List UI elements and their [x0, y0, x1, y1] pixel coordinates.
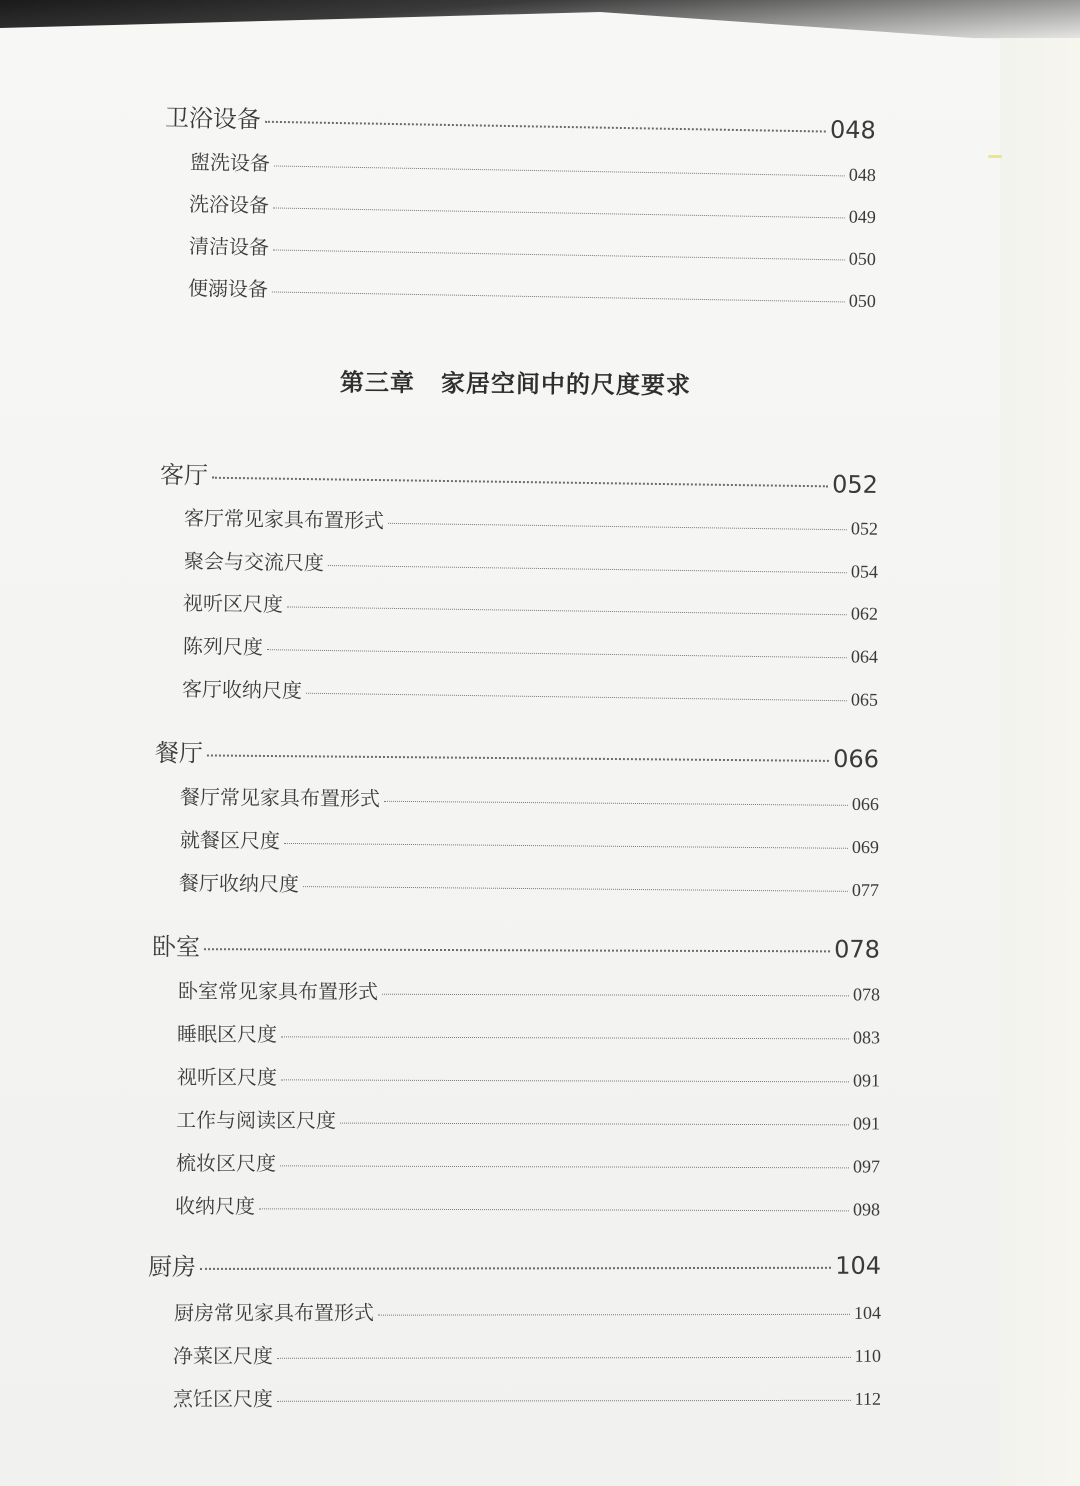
toc-title: 客厅收纳尺度	[181, 677, 303, 703]
toc-title: 清洁设备	[188, 234, 270, 260]
toc-page-number: 110	[854, 1345, 882, 1366]
toc-title: 视听区尺度	[182, 591, 284, 617]
dot-leader	[277, 1400, 851, 1402]
dot-leader	[265, 121, 826, 133]
toc-title: 聚会与交流尺度	[183, 549, 325, 575]
toc-title: 视听区尺度	[176, 1065, 278, 1090]
toc-title: 便溺设备	[187, 276, 269, 302]
chapter-heading	[340, 362, 691, 400]
dot-leader	[287, 606, 847, 615]
toc-page-number: 078	[852, 984, 881, 1005]
dot-leader	[204, 948, 830, 952]
chapter-label: 第三章	[339, 368, 416, 398]
dot-leader	[382, 994, 849, 997]
toc-item	[178, 975, 880, 1006]
dot-leader	[388, 523, 847, 530]
dot-leader	[274, 165, 845, 176]
toc-title: 工作与阅读区尺度	[175, 1108, 337, 1133]
toc-item	[176, 1147, 880, 1178]
toc-item	[173, 1339, 881, 1369]
dot-leader	[272, 291, 845, 302]
toc-title: 烹饪区尺度	[172, 1386, 274, 1411]
toc-title: 餐厅常见家具布置形式	[179, 785, 381, 811]
dot-leader	[306, 693, 847, 702]
toc-section	[155, 733, 879, 774]
toc-page-number: 104	[835, 1251, 882, 1280]
toc-page-number: 091	[852, 1070, 881, 1091]
toc-page-number: 050	[848, 248, 877, 269]
toc-page-number: 062	[850, 603, 879, 624]
toc-page-number: 066	[833, 744, 880, 774]
toc-page-number: 048	[848, 164, 877, 185]
dot-leader	[281, 1079, 849, 1082]
toc-title: 卫浴设备	[164, 104, 262, 134]
toc-title: 净菜区尺度	[172, 1343, 274, 1368]
toc-item	[177, 1018, 880, 1049]
toc-title: 厨房常见家具布置形式	[173, 1300, 375, 1325]
toc-page-number: 054	[850, 561, 879, 582]
dot-leader	[207, 754, 829, 761]
toc-item	[173, 1382, 881, 1412]
dot-leader	[340, 1123, 849, 1126]
toc-title: 梳妆区尺度	[175, 1151, 277, 1176]
dot-leader	[212, 477, 828, 488]
toc-title: 厨房	[147, 1252, 197, 1281]
toc-page-number: 049	[848, 206, 877, 227]
toc-item	[177, 1061, 880, 1092]
dot-leader	[280, 1165, 849, 1168]
toc-page-number: 065	[850, 689, 879, 710]
toc-page-number: 097	[852, 1156, 881, 1177]
toc-title: 洗浴设备	[188, 192, 270, 218]
toc-page-number: 104	[853, 1302, 882, 1323]
toc-item	[174, 1296, 881, 1326]
toc-title: 盥洗设备	[189, 150, 271, 176]
toc-title: 就餐区尺度	[179, 828, 281, 853]
toc-page-number: 052	[850, 518, 879, 539]
toc-item	[180, 824, 879, 859]
toc-item	[176, 1104, 880, 1135]
toc-section	[148, 1246, 881, 1282]
toc-section	[152, 927, 880, 965]
toc-page-number: 048	[829, 115, 877, 145]
toc-page-number: 050	[848, 290, 877, 312]
dot-leader	[303, 886, 848, 892]
dot-leader	[378, 1314, 850, 1316]
dot-leader	[277, 1357, 851, 1359]
toc-title: 收纳尺度	[174, 1194, 256, 1219]
dot-leader	[281, 1036, 849, 1039]
toc-title: 客厅常见家具布置形式	[183, 506, 385, 533]
toc-page-number: 083	[852, 1027, 881, 1048]
toc-page-number: 064	[850, 646, 879, 667]
toc-title: 客厅	[159, 461, 209, 490]
toc-page-number: 091	[852, 1113, 881, 1134]
dot-leader	[284, 843, 848, 849]
toc-title: 睡眠区尺度	[176, 1022, 278, 1047]
dot-leader	[273, 207, 845, 218]
chapter-title: 家居空间中的尺度要求	[440, 369, 692, 400]
toc-page-number: 077	[851, 879, 880, 901]
toc-page-number: 066	[851, 793, 880, 815]
toc-title: 餐厅	[154, 739, 204, 768]
toc-title: 餐厅收纳尺度	[178, 871, 300, 897]
toc-title: 陈列尺度	[182, 634, 264, 660]
dot-leader	[328, 565, 847, 573]
toc-page-number: 078	[834, 935, 881, 964]
toc-item	[175, 1190, 880, 1221]
toc-page-number: 052	[831, 470, 879, 500]
dot-leader	[259, 1208, 849, 1211]
toc-item	[179, 867, 879, 902]
dot-leader	[273, 249, 845, 260]
toc-page-number: 098	[852, 1199, 881, 1220]
highlight-mark	[988, 155, 1002, 158]
toc-page-number: 112	[854, 1388, 882, 1409]
dot-leader	[267, 649, 847, 658]
toc-title: 卧室	[151, 933, 201, 962]
toc-page-number: 069	[851, 836, 880, 858]
toc-item	[180, 781, 879, 816]
dot-leader	[384, 801, 848, 806]
dot-leader	[200, 1267, 831, 1270]
toc-title: 卧室常见家具布置形式	[177, 979, 379, 1004]
